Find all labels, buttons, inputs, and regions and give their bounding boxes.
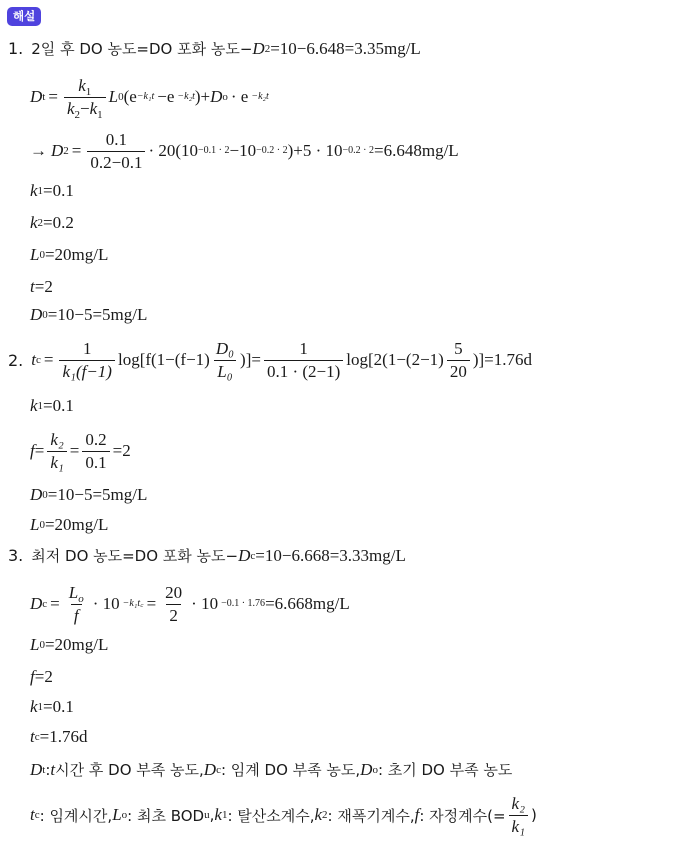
fraction xyxy=(162,583,185,625)
var: D xyxy=(360,759,373,779)
var: k xyxy=(78,75,86,95)
numerator: 1 xyxy=(299,338,308,358)
text: · e xyxy=(230,87,249,106)
denominator: 20 xyxy=(447,360,470,382)
fraction xyxy=(82,430,109,472)
var: f xyxy=(30,441,35,460)
heading-value: =10−6.648=3.35mg/L xyxy=(270,38,421,58)
var: t xyxy=(30,727,35,746)
dt-formula: D t = $\frac{k_1}{k_2-k_1}$ L 0 (e −k₁t −e −k₂t )+ D o · e −k₂t xyxy=(30,75,269,121)
legend-line-1: D t : t 시간 후 DO 부족 농도, D c : 임계 DO 부족 농도, D o : 초기 DO 부족 농도 xyxy=(30,759,513,779)
legend-line-2: t c : 임계시간, L o : 최초 BOD u , k 1 : 탈산소계수, k 2 : 재폭기계수, f : 자정계수(= $\frac{\text{k₂}}{\text{k₁}}$ ) xyxy=(30,793,537,836)
dc-formula: D c = $\frac{L_o}{f}$ · 10 −k₁t꜀ = $\frac{20}{2}$ · 10 −0.1 · 1.76 =6.668mg/L xyxy=(30,582,350,625)
var: t xyxy=(31,350,36,369)
equals: = xyxy=(34,441,45,460)
text: : 재폭기계수, xyxy=(327,806,415,825)
numerator: k₂ xyxy=(50,429,64,449)
fraction xyxy=(66,583,87,625)
value: =0.1 xyxy=(43,396,74,415)
numerator xyxy=(75,76,94,97)
var: f xyxy=(30,667,35,686)
var: D xyxy=(30,305,43,324)
var-line xyxy=(30,667,53,687)
text: : 초기 DO 부족 농도 xyxy=(377,761,513,779)
var: D xyxy=(210,87,223,106)
value: =2 xyxy=(34,667,53,686)
denominator: 0.1 · (2−1) xyxy=(264,360,343,382)
text: · 20(10 xyxy=(148,141,199,160)
text: : 임계시간, xyxy=(39,806,113,825)
numerator: D₀ xyxy=(215,338,235,358)
section-number: 2. xyxy=(8,350,24,370)
text: −10 xyxy=(229,141,257,160)
equals: = xyxy=(69,441,80,460)
denominator: k₁ xyxy=(47,451,66,473)
text: (e xyxy=(123,87,137,106)
numerator: 0.1 xyxy=(105,129,128,149)
section-2-formula: 2. t c = $\frac{1}{\text{k₁(f−1)}}$ log[f(1−(f−1) $\frac{\text{D₀}}{\text{L₀}}$ )]= $\frac{1}{0.1 \cdot (2-1)}$ log[2(1−(2−1) $\frac{5}{20}$ )]=1.76d xyxy=(8,338,532,381)
fraction xyxy=(47,430,66,472)
heading-text: 최저 DO 농도=DO 포화 농도− xyxy=(31,547,239,565)
section-number: 3. xyxy=(8,546,24,565)
denominator: 0.1 xyxy=(82,451,109,473)
value: =1.76d xyxy=(39,727,88,746)
text: )]=1.76d xyxy=(472,350,532,369)
denominator: 2 xyxy=(166,604,181,626)
value: =0.1 xyxy=(43,181,74,200)
var: D xyxy=(238,545,251,565)
sub: 1 xyxy=(97,108,103,121)
var: L xyxy=(108,87,119,106)
text: )]= xyxy=(240,350,261,369)
var-line: k 1 =0.1 xyxy=(30,181,74,200)
text: −e xyxy=(157,87,175,106)
denominator: L₀ xyxy=(214,360,235,382)
numerator xyxy=(66,583,87,604)
var: D xyxy=(30,485,43,504)
var: k xyxy=(214,805,222,824)
denominator: k₁(f−1) xyxy=(59,360,114,382)
fraction xyxy=(264,339,343,381)
fraction xyxy=(59,339,114,381)
text: )+ xyxy=(194,87,211,106)
equals: = xyxy=(50,594,60,613)
text: : 임계 DO 부족 농도, xyxy=(220,761,361,779)
var: D xyxy=(203,759,217,779)
text: · 10 xyxy=(92,594,120,613)
fraction xyxy=(447,339,470,381)
value: =2 xyxy=(34,277,53,296)
fraction xyxy=(87,130,145,172)
numerator: 5 xyxy=(454,338,463,358)
var: D xyxy=(30,87,43,106)
numerator: 1 xyxy=(82,338,92,358)
var: D xyxy=(252,38,265,58)
var: D xyxy=(30,594,43,613)
value: =20mg/L xyxy=(44,635,109,654)
solution-badge: 해설 xyxy=(7,7,41,26)
var-line: D 0 =10−5=5mg/L xyxy=(30,305,148,324)
var: t xyxy=(30,277,35,296)
value: =0.2 xyxy=(43,213,74,232)
arrow: → xyxy=(30,141,47,160)
var-line: k 2 =0.2 xyxy=(30,213,74,232)
var: L xyxy=(30,245,40,264)
var: D xyxy=(51,141,64,160)
denominator: f xyxy=(71,604,82,626)
var-line: L 0 =20mg/L xyxy=(30,515,109,534)
op: − xyxy=(79,98,90,118)
denominator xyxy=(64,97,106,119)
sub: 1 xyxy=(85,85,92,98)
text: ) xyxy=(531,806,537,824)
var: f xyxy=(414,805,420,824)
section-1-heading: 1. 2일 후 DO 농도=DO 포화 농도− D 2 =10−6.648=3.35mg/L xyxy=(8,38,421,58)
var: t xyxy=(50,759,56,779)
heading-text: 2일 후 DO 농도=DO 포화 농도− xyxy=(31,40,253,58)
text: : 탈산소계수, xyxy=(227,806,315,825)
var: L xyxy=(112,805,122,824)
numerator: 0.2 xyxy=(85,429,107,449)
var-line: k 1 =0.1 xyxy=(30,396,74,415)
numerator: 20 xyxy=(165,582,183,602)
f-calculation xyxy=(30,425,131,477)
text: 시간 후 DO 부족 농도, xyxy=(55,761,204,779)
numerator: k₂ xyxy=(511,793,525,813)
var-line: D 0 =10−5=5mg/L xyxy=(30,485,148,504)
text: )+5 · 10 xyxy=(287,141,343,160)
fraction xyxy=(64,75,106,121)
var: L xyxy=(68,582,79,602)
fraction xyxy=(509,794,528,836)
section-3-heading: 3. 최저 DO 농도=DO 포화 농도− D c =10−6.668=3.33mg/L xyxy=(8,545,406,565)
value: =10−5=5mg/L xyxy=(47,305,148,324)
var: k xyxy=(30,697,38,716)
text: · 10 xyxy=(191,594,219,613)
text: log[f(1−(f−1) xyxy=(117,350,210,369)
text: : xyxy=(45,760,51,779)
sub: 2 xyxy=(74,108,80,121)
var: t xyxy=(30,805,35,824)
var: k xyxy=(30,396,38,415)
var: k xyxy=(89,98,98,118)
var: D xyxy=(30,759,43,779)
denominator: 0.2−0.1 xyxy=(87,151,145,173)
var-line: k 1 =0.1 xyxy=(30,697,74,716)
equals: = xyxy=(43,350,54,369)
text: , xyxy=(209,806,215,824)
text: : 최초 BOD xyxy=(127,806,205,825)
var: k xyxy=(30,181,38,200)
denominator: k₁ xyxy=(509,815,528,837)
var-line: L 0 =20mg/L xyxy=(30,245,109,264)
value: =2 xyxy=(112,441,131,460)
value: =20mg/L xyxy=(44,245,109,264)
var: k xyxy=(314,805,323,824)
heading-value: =10−6.668=3.33mg/L xyxy=(255,545,406,565)
equals: = xyxy=(48,87,58,106)
var: k xyxy=(30,213,38,232)
var: L xyxy=(30,515,40,534)
var: k xyxy=(66,98,75,118)
section-number: 1. xyxy=(8,39,24,58)
d2-calculation: → D 2 = $\frac{0.1}{0.2-0.1}$ · 20(10 −0.1 · 2 −10 −0.2 · 2 )+5 · 10 −0.2 · 2 =6.648mg/L xyxy=(30,129,459,172)
text: log[2(1−(2−1) xyxy=(346,350,444,369)
equals: = xyxy=(71,141,82,160)
var-line: L 0 =20mg/L xyxy=(30,635,109,654)
var: L xyxy=(30,635,40,654)
value: =0.1 xyxy=(43,697,74,716)
value: =10−5=5mg/L xyxy=(47,485,148,504)
var-line xyxy=(30,277,53,297)
value: =6.668mg/L xyxy=(265,594,350,613)
sub: o xyxy=(78,592,84,605)
var-line: t c =1.76d xyxy=(30,727,88,746)
text: =6.648mg/L xyxy=(374,141,459,160)
fraction xyxy=(213,339,237,381)
equals: = xyxy=(146,594,157,613)
text: : 자정계수(= xyxy=(419,806,506,825)
value: =20mg/L xyxy=(44,515,109,534)
